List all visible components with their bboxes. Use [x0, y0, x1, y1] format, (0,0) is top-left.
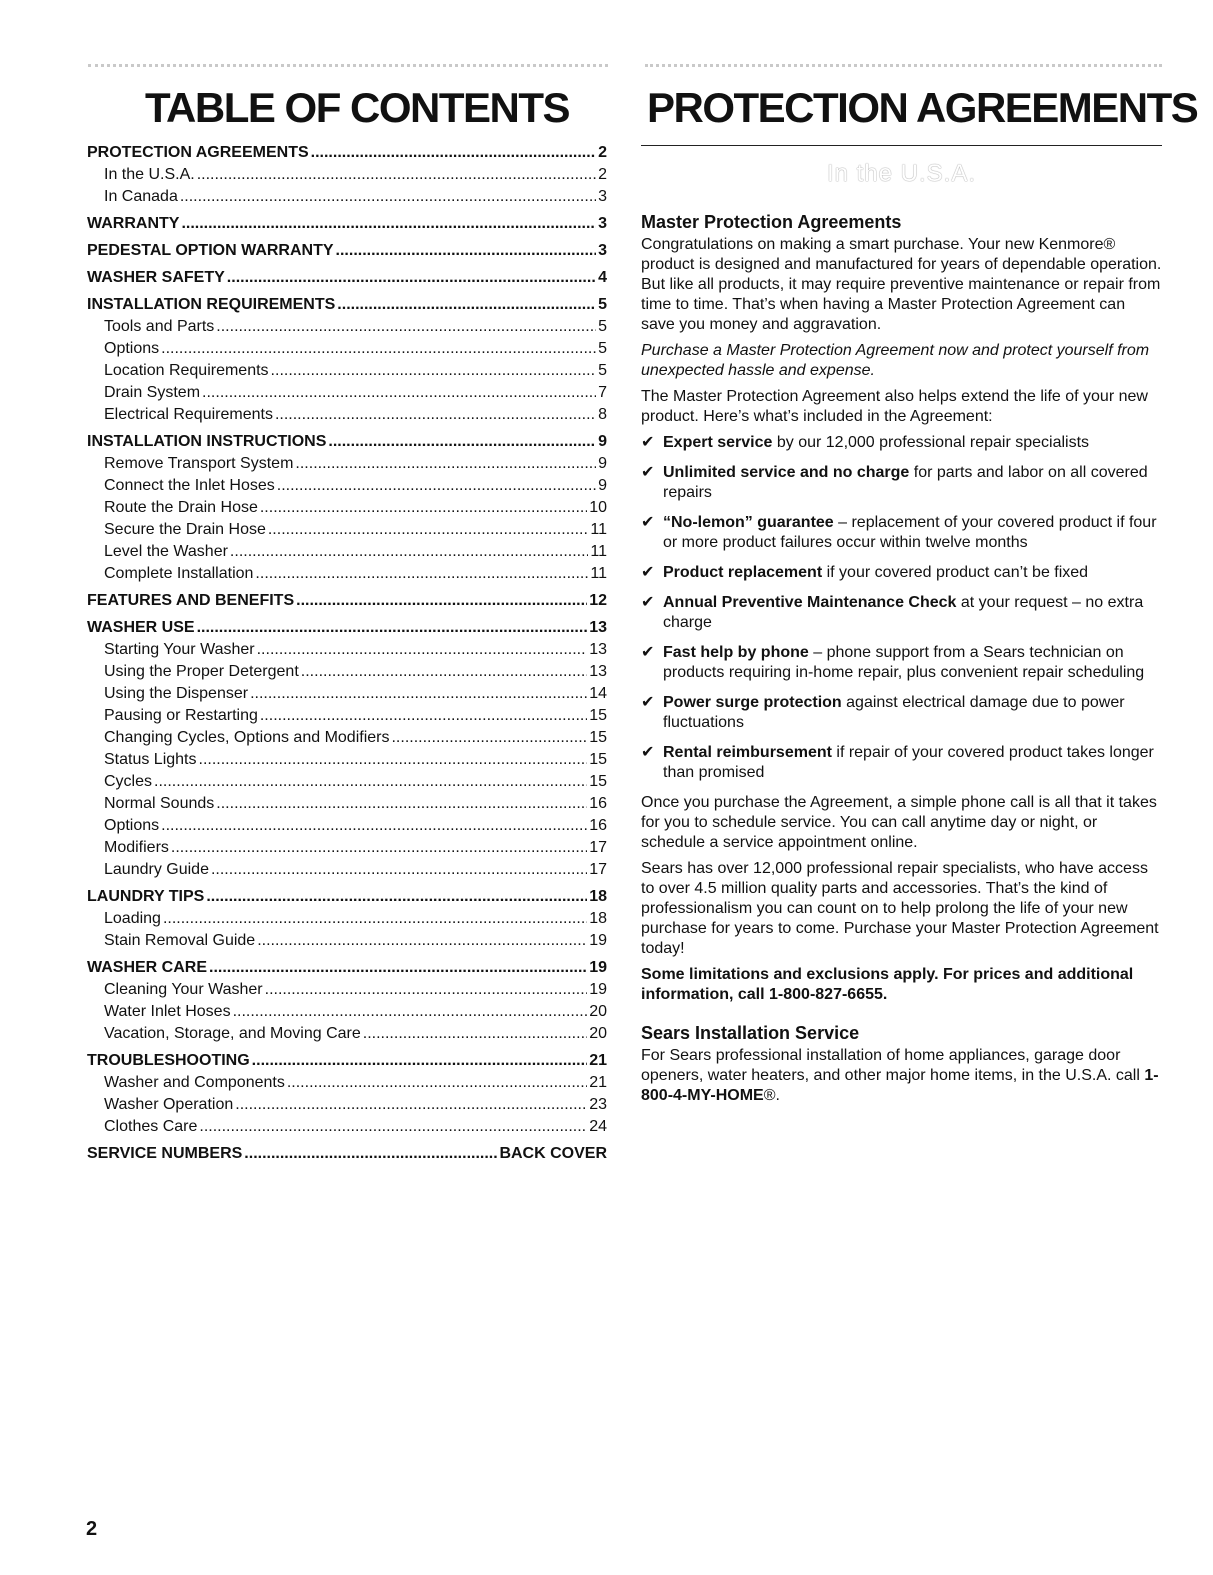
toc-page-number: 11	[590, 565, 607, 582]
toc-label: INSTALLATION REQUIREMENTS	[87, 296, 336, 313]
toc-page-number: 18	[589, 888, 607, 905]
toc-page-number: 17	[589, 861, 607, 878]
toc-label: Stain Removal Guide	[104, 932, 256, 949]
benefit-title: Expert service	[663, 434, 773, 451]
toc-leader-dots	[230, 541, 588, 563]
toc-section	[87, 590, 607, 612]
toc-leader-dots	[235, 1094, 587, 1116]
toc-page-number: 5	[598, 318, 607, 335]
benefit-item	[641, 693, 1162, 733]
installation-paragraph	[641, 1046, 1162, 1106]
toc-page-number: 3	[598, 215, 607, 232]
toc-page-number: 15	[589, 707, 607, 724]
toc-label: Secure the Drain Hose	[104, 521, 266, 538]
benefit-text: – replacement of your covered product if four or more product failures occur within twelve months	[663, 514, 1157, 551]
toc-leader-dots	[260, 705, 587, 727]
toc-label: PEDESTAL OPTION WARRANTY	[87, 242, 334, 259]
toc-label: Laundry Guide	[104, 861, 209, 878]
toc-label: Complete Installation	[104, 565, 254, 582]
protection-title: PROTECTION AGREEMENTS	[647, 84, 1198, 131]
toc-page-number: 3	[598, 242, 607, 259]
toc-label: Using the Dispenser	[104, 685, 249, 702]
toc-label: Route the Drain Hose	[104, 499, 258, 516]
sears-specialists-paragraph: Sears has over 12,000 professional repair specialists, who have access to over 4.5 million quality parts and accessories. That’s the kind of professionalism you can count on to help prolong the life of your new purchase for years to come. Purchase your Master Protection Agreement today!	[641, 860, 1159, 957]
toc-page-number: 21	[589, 1074, 607, 1091]
checkmark-icon: ✔	[641, 514, 655, 531]
toc-subsection	[87, 316, 607, 338]
toc-leader-dots	[337, 294, 596, 316]
toc-page-number: 3	[598, 188, 607, 205]
toc-subsection	[87, 837, 607, 859]
toc-subsection	[87, 727, 607, 749]
toc-label: WASHER SAFETY	[87, 269, 225, 286]
benefit-text: if your covered product can’t be fixed	[822, 564, 1089, 581]
toc-label: Starting Your Washer	[104, 641, 255, 658]
toc-page-number: 9	[598, 455, 607, 472]
toc-subsection	[87, 1094, 607, 1116]
toc-leader-dots	[287, 1072, 587, 1094]
toc-subsection	[87, 338, 607, 360]
toc-leader-dots	[301, 661, 587, 683]
toc-leader-dots	[216, 793, 587, 815]
toc-leader-dots	[271, 360, 597, 382]
checkmark-icon: ✔	[641, 694, 655, 711]
toc-subsection	[87, 186, 607, 208]
toc-subsection	[87, 382, 607, 404]
toc-leader-dots	[181, 213, 596, 235]
toc-page-number: 7	[598, 384, 607, 401]
toc-label: In Canada	[104, 188, 178, 205]
benefit-title: Annual Preventive Maintenance Check	[663, 594, 957, 611]
toc-leader-dots	[391, 727, 587, 749]
toc-subsection	[87, 979, 607, 1001]
toc-page-number: 20	[589, 1025, 607, 1042]
installation-text: For Sears professional installation of home appliances, garage door openers, water heaters, and other major home items, in the U.S.A. call	[641, 1047, 1145, 1084]
toc-page-number: 4	[598, 269, 607, 286]
toc-leader-dots	[255, 563, 588, 585]
toc-label: Clothes Care	[104, 1118, 198, 1135]
toc-page-number: BACK COVER	[499, 1145, 607, 1162]
benefit-text: at your request – no extra charge	[663, 594, 1144, 631]
toc-subsection	[87, 815, 607, 837]
toc-label: Using the Proper Detergent	[104, 663, 299, 680]
toc-label: Washer and Components	[104, 1074, 285, 1091]
toc-leader-dots	[257, 639, 588, 661]
toc-label: Options	[104, 340, 160, 357]
toc-label: PROTECTION AGREEMENTS	[87, 144, 309, 161]
toc-label: Tools and Parts	[104, 318, 215, 335]
toc-label: Electrical Requirements	[104, 406, 273, 423]
toc-subsection	[87, 475, 607, 497]
toc-label: WASHER USE	[87, 619, 195, 636]
toc-page-number: 24	[589, 1118, 607, 1135]
toc-leader-dots	[328, 431, 596, 453]
toc-section	[87, 240, 607, 262]
benefit-title: Unlimited service and no charge	[663, 464, 910, 481]
toc-leader-dots	[209, 957, 587, 979]
toc-label: Vacation, Storage, and Moving Care	[104, 1025, 361, 1042]
benefit-title: Rental reimbursement	[663, 744, 832, 761]
toc-label: Pausing or Restarting	[104, 707, 258, 724]
toc-leader-dots	[216, 316, 596, 338]
toc-label: FEATURES AND BENEFITS	[87, 592, 295, 609]
toc-label: Cycles	[104, 773, 153, 790]
benefit-text: against electrical damage due to power fluctuations	[663, 694, 1125, 731]
toc-subsection	[87, 639, 607, 661]
toc-label: Connect the Inlet Hoses	[104, 477, 275, 494]
toc-subsection	[87, 793, 607, 815]
toc-label: Remove Transport System	[104, 455, 294, 472]
master-intro-paragraph: Congratulations on making a smart purchase. Your new Kenmore® product is designed and manufactured for years of dependable operation. But like all products, it may require preventive maintenance or repair from time to time. That’s when having a Master Protection Agreement can save you money and aggravation.	[641, 236, 1162, 333]
toc-label: SERVICE NUMBERS	[87, 1145, 243, 1162]
toc-page-number: 15	[589, 751, 607, 768]
toc-page-number: 21	[589, 1052, 607, 1069]
toc-leader-dots	[227, 267, 596, 289]
benefit-item	[641, 743, 1162, 783]
toc-label: TROUBLESHOOTING	[87, 1052, 250, 1069]
toc-page-number: 5	[598, 296, 607, 313]
toc-label: INSTALLATION INSTRUCTIONS	[87, 433, 327, 450]
toc-leader-dots	[265, 979, 588, 1001]
toc-label: Options	[104, 817, 160, 834]
toc-page-number: 23	[589, 1096, 607, 1113]
toc-subsection	[87, 749, 607, 771]
toc-page-number: 18	[589, 910, 607, 927]
toc-subsection	[87, 360, 607, 382]
benefit-item	[641, 563, 1162, 583]
toc-leader-dots	[250, 683, 587, 705]
toc-leader-dots	[180, 186, 596, 208]
toc-label: Cleaning Your Washer	[104, 981, 263, 998]
toc-section	[87, 1050, 607, 1072]
benefit-item	[641, 463, 1162, 503]
toc-leader-dots	[206, 886, 587, 908]
toc-page-number: 15	[589, 729, 607, 746]
toc-page-number: 17	[589, 839, 607, 856]
toc-subsection	[87, 771, 607, 793]
toc-section	[87, 213, 607, 235]
toc-subsection	[87, 164, 607, 186]
toc-leader-dots	[277, 475, 596, 497]
toc-page-number: 2	[598, 166, 607, 183]
toc-page-number: 10	[589, 499, 607, 516]
toc-page-number: 5	[598, 340, 607, 357]
toc-subsection	[87, 519, 607, 541]
benefit-text: for parts and labor on all covered repairs	[663, 464, 1148, 501]
usa-heading: In the U.S.A.	[826, 160, 977, 187]
toc-leader-dots	[233, 1001, 588, 1023]
toc-page-number: 9	[598, 433, 607, 450]
toc-subsection	[87, 705, 607, 727]
toc-page-number: 13	[589, 619, 607, 636]
toc-title: TABLE OF CONTENTS	[145, 84, 570, 131]
toc-page-number: 8	[598, 406, 607, 423]
toc-page-number: 13	[589, 641, 607, 658]
toc-label: Changing Cycles, Options and Modifiers	[104, 729, 390, 746]
toc-leader-dots	[199, 749, 588, 771]
toc-page-number: 11	[590, 543, 607, 560]
benefit-title: Power surge protection	[663, 694, 842, 711]
benefit-text: if repair of your covered product takes longer than promised	[663, 744, 1154, 781]
installation-heading: Sears Installation Service	[641, 1023, 860, 1043]
toc-subsection	[87, 563, 607, 585]
toc-subsection	[87, 683, 607, 705]
checkmark-icon: ✔	[641, 434, 655, 451]
toc-page-number: 19	[589, 981, 607, 998]
toc-leader-dots	[311, 142, 596, 164]
benefit-text: – phone support from a Sears technician on products requiring in-home repair, plus convenient repair scheduling	[663, 644, 1145, 681]
toc-subsection	[87, 404, 607, 426]
toc-label: Modifiers	[104, 839, 169, 856]
toc-subsection	[87, 1116, 607, 1138]
installation-phone: 1-800-4-MY-HOME	[641, 1067, 1159, 1104]
left-top-rule	[88, 64, 608, 67]
toc-label: WASHER CARE	[87, 959, 208, 976]
toc-leader-dots	[154, 771, 587, 793]
checkmark-icon: ✔	[641, 744, 655, 761]
toc-leader-dots	[295, 453, 596, 475]
toc-subsection	[87, 859, 607, 881]
toc-subsection	[87, 1001, 607, 1023]
toc-leader-dots	[275, 404, 596, 426]
toc-page-number: 9	[598, 477, 607, 494]
toc-leader-dots	[211, 859, 587, 881]
toc-section	[87, 267, 607, 289]
toc-leader-dots	[199, 1116, 587, 1138]
toc-page-number: 15	[589, 773, 607, 790]
toc-leader-dots	[268, 519, 589, 541]
toc-leader-dots	[260, 497, 587, 519]
toc-section	[87, 431, 607, 453]
toc-label: Drain System	[104, 384, 201, 401]
page-number: 2	[86, 1518, 98, 1540]
toc-leader-dots	[257, 930, 587, 952]
toc-subsection	[87, 453, 607, 475]
toc-subsection	[87, 930, 607, 952]
toc-label: Loading	[104, 910, 161, 927]
toc-section	[87, 1143, 607, 1165]
toc-label: Washer Operation	[104, 1096, 234, 1113]
toc-leader-dots	[163, 908, 587, 930]
toc-section	[87, 886, 607, 908]
checkmark-icon: ✔	[641, 594, 655, 611]
toc-label: Water Inlet Hoses	[104, 1003, 231, 1020]
benefit-item	[641, 433, 1162, 453]
toc-page-number: 20	[589, 1003, 607, 1020]
benefit-item	[641, 643, 1162, 683]
toc-leader-dots	[244, 1143, 497, 1165]
toc-leader-dots	[202, 382, 596, 404]
toc-label: In the U.S.A.	[104, 166, 195, 183]
checkmark-icon: ✔	[641, 644, 655, 661]
benefit-item	[641, 513, 1162, 553]
toc-page-number: 19	[589, 932, 607, 949]
master-protection-heading: Master Protection Agreements	[641, 212, 902, 232]
toc-section	[87, 617, 607, 639]
toc-subsection	[87, 661, 607, 683]
toc-page-number: 5	[598, 362, 607, 379]
table-of-contents	[87, 142, 607, 1165]
limitations-notice: Some limitations and exclusions apply. For prices and additional information, call 1-800-827-6655.	[641, 966, 1134, 1003]
toc-subsection	[87, 1072, 607, 1094]
benefit-list	[641, 433, 1162, 783]
toc-section	[87, 142, 607, 164]
toc-label: Normal Sounds	[104, 795, 215, 812]
benefit-title: Fast help by phone	[663, 644, 809, 661]
toc-leader-dots	[363, 1023, 587, 1045]
toc-label: LAUNDRY TIPS	[87, 888, 205, 905]
toc-leader-dots	[161, 815, 587, 837]
toc-leader-dots	[171, 837, 587, 859]
toc-label: Location Requirements	[104, 362, 269, 379]
toc-leader-dots	[161, 338, 596, 360]
toc-label: WARRANTY	[87, 215, 180, 232]
toc-page-number: 11	[590, 521, 607, 538]
purchase-paragraph: Once you purchase the Agreement, a simple phone call is all that it takes for you to schedule service. You can call anytime day or night, or schedule a service appointment online.	[641, 794, 1157, 851]
benefit-item	[641, 593, 1162, 633]
benefit-title: Product replacement	[663, 564, 823, 581]
master-extend-paragraph: The Master Protection Agreement also helps extend the life of your new product. Here’s what’s included in the Agreement:	[641, 388, 1148, 425]
toc-leader-dots	[336, 240, 597, 262]
section-divider	[641, 145, 1162, 146]
right-top-rule	[645, 64, 1162, 67]
toc-subsection	[87, 1023, 607, 1045]
toc-leader-dots	[296, 590, 587, 612]
benefit-text: by our 12,000 professional repair specialists	[772, 434, 1090, 451]
installation-suffix: ®.	[763, 1087, 780, 1104]
toc-leader-dots	[197, 617, 588, 639]
master-italic-paragraph: Purchase a Master Protection Agreement now and protect yourself from unexpected hassle and expense.	[641, 342, 1150, 379]
protection-section	[641, 145, 1162, 1112]
toc-page-number: 2	[598, 144, 607, 161]
checkmark-icon: ✔	[641, 564, 655, 581]
toc-leader-dots	[197, 164, 596, 186]
toc-leader-dots	[252, 1050, 588, 1072]
toc-page-number: 19	[589, 959, 607, 976]
toc-label: Status Lights	[104, 751, 197, 768]
toc-page-number: 16	[589, 795, 607, 812]
toc-subsection	[87, 497, 607, 519]
toc-page-number: 13	[589, 663, 607, 680]
toc-page-number: 12	[589, 592, 607, 609]
toc-section	[87, 294, 607, 316]
toc-label: Level the Washer	[104, 543, 228, 560]
toc-page-number: 14	[589, 685, 607, 702]
checkmark-icon: ✔	[641, 464, 655, 481]
toc-page-number: 16	[589, 817, 607, 834]
toc-subsection	[87, 541, 607, 563]
benefit-title: “No-lemon” guarantee	[663, 514, 834, 531]
toc-section	[87, 957, 607, 979]
toc-subsection	[87, 908, 607, 930]
